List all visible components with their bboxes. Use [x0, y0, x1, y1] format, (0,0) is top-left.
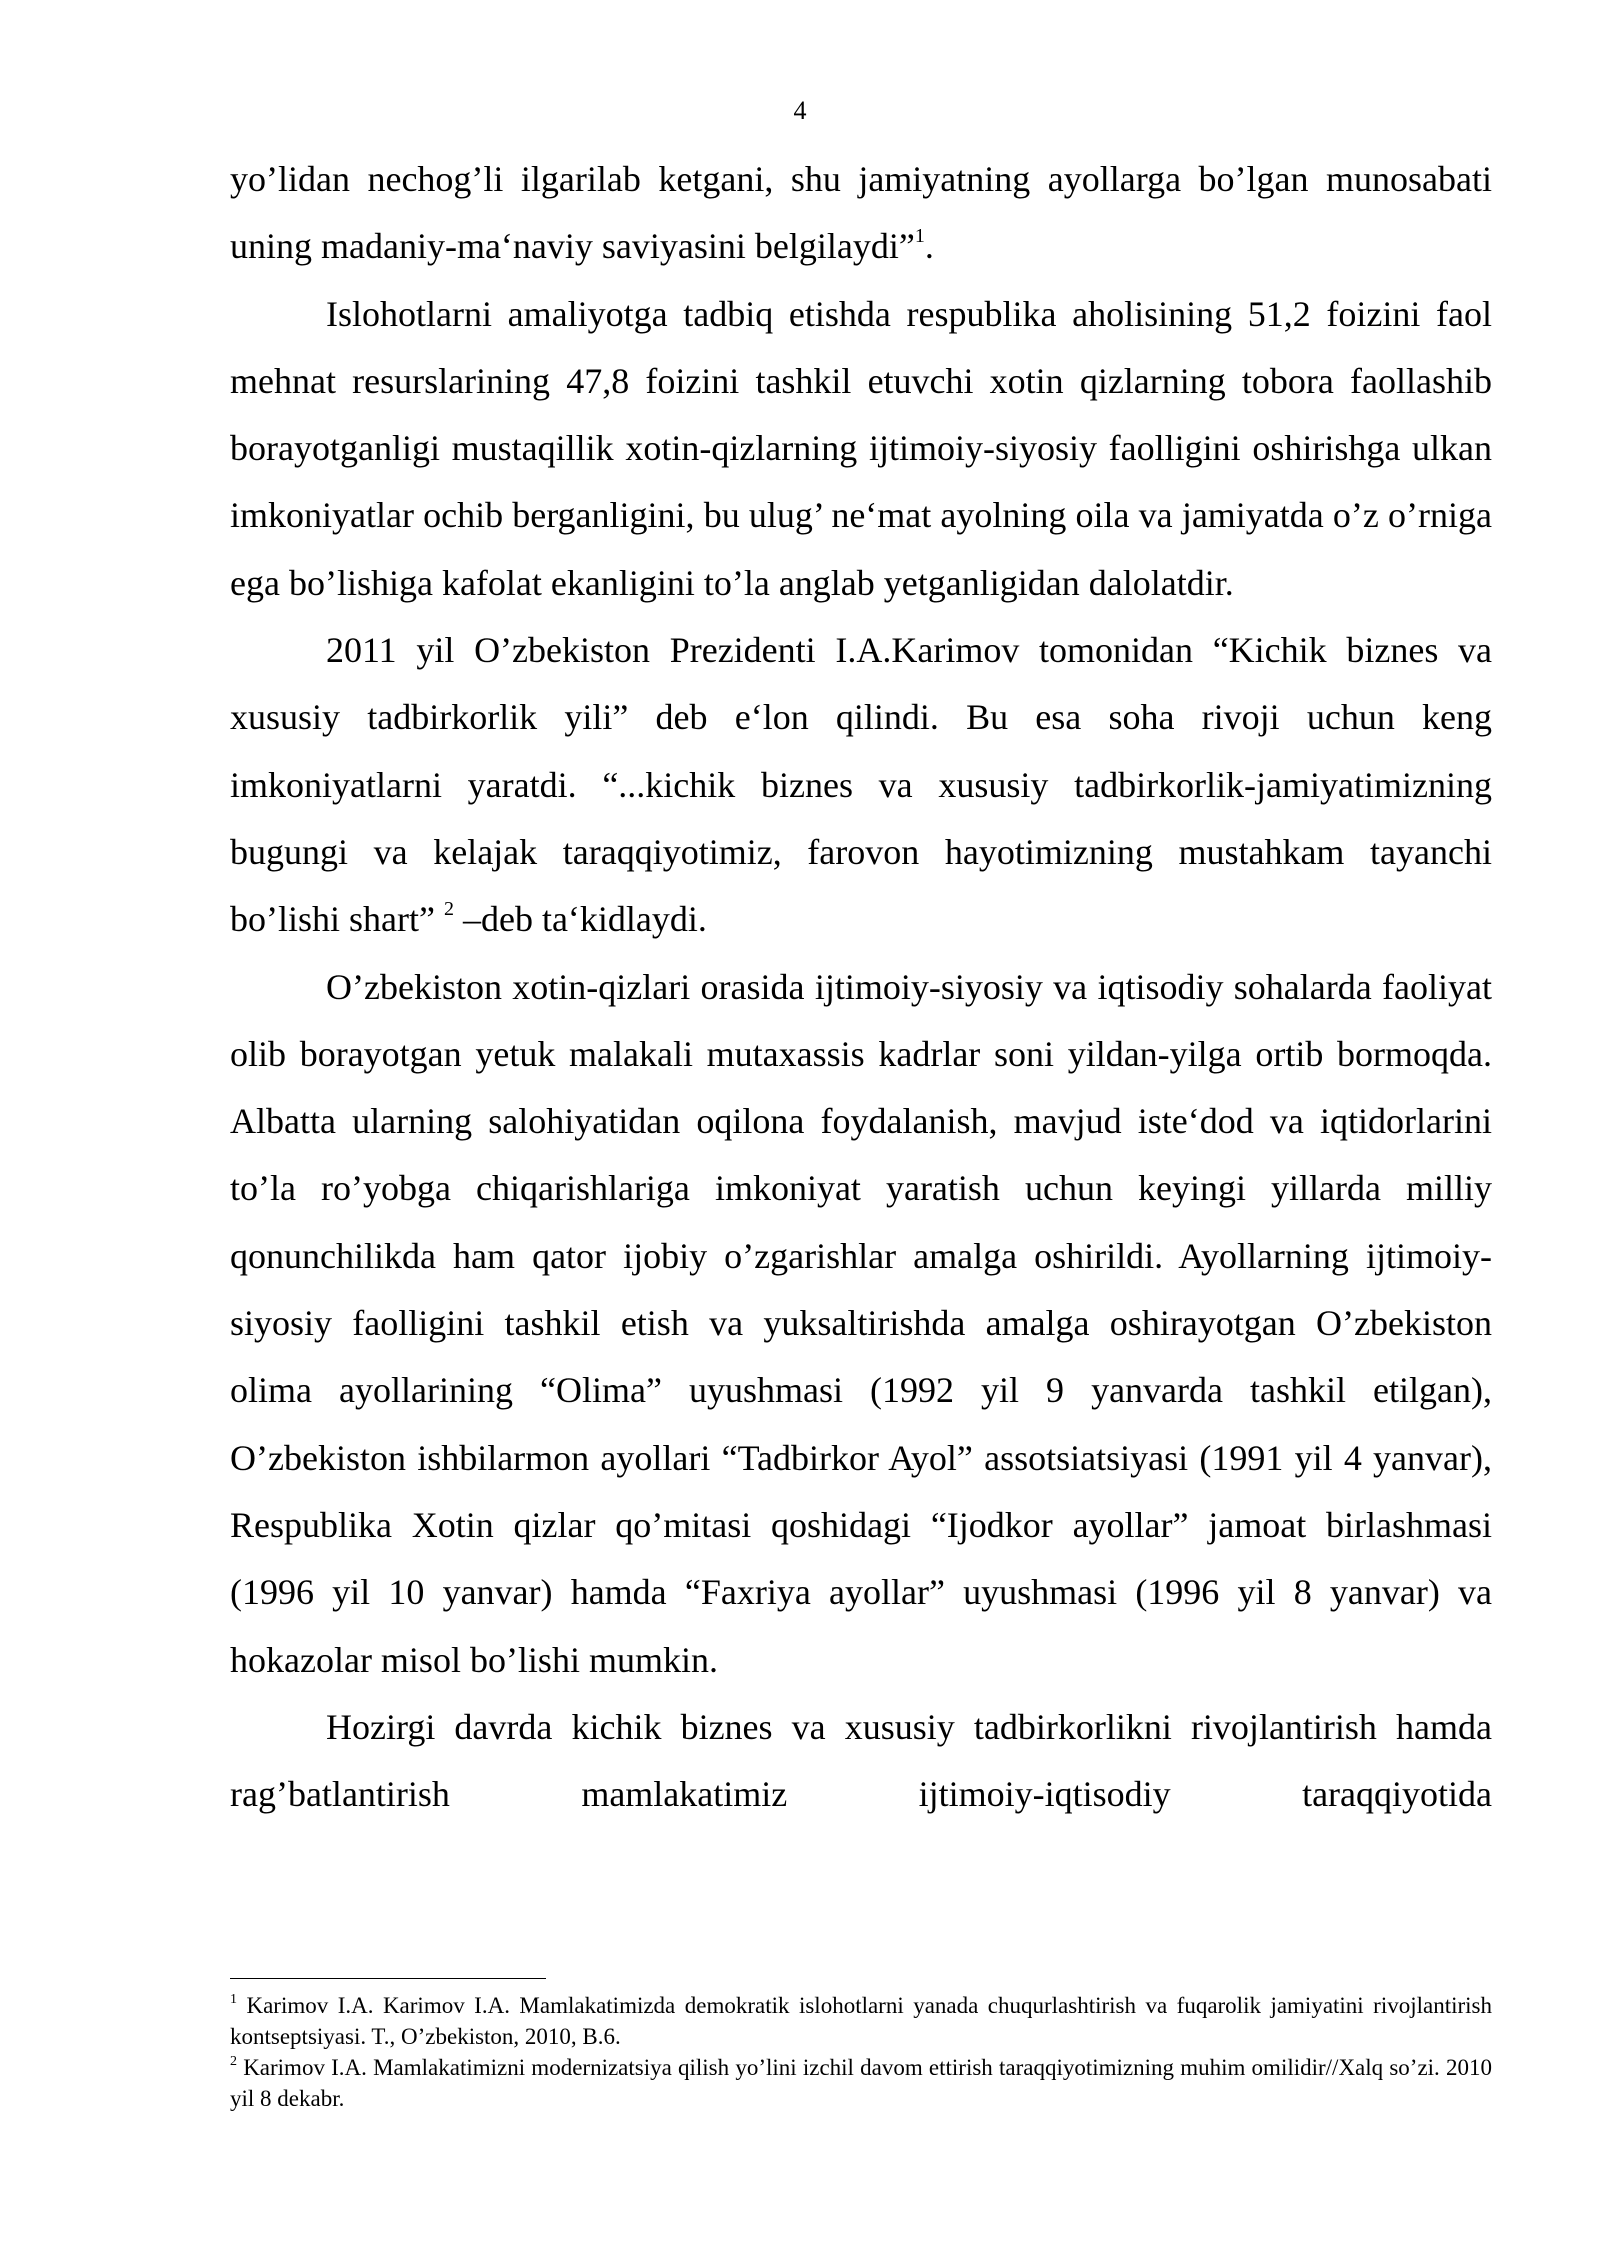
- footnote-separator: [230, 1978, 546, 1979]
- footnote: [230, 1990, 1492, 2052]
- paragraph: Hozirgi davrda kichik biznes va xususiy tadbirkorlikni rivojlantirish hamda rag’batlantirish mamlakatimiz ijtimoiy-iqtisodiy taraqqiyotida: [230, 1706, 1492, 1815]
- paragraph-continuation: [230, 146, 1492, 281]
- footnote: [230, 2052, 1492, 2114]
- paragraph-text: yo’lidan nechog’li ilgarilab ketgani, shu jamiyatning ayollarga bo’lgan munosabati uning madaniy-ma‘naviy saviyasini belgilaydi”: [230, 159, 1492, 267]
- footnote-text: Karimov I.A. Mamlakatimizni modernizatsiya qilish yo’lini izchil davom ettirish taraqqiyotimizning muhim omilidir//Xalq so’zi. 2010 yil 8 dekabr.: [230, 2055, 1492, 2111]
- footnote-reference: 2: [443, 898, 454, 921]
- footnote-number: 1: [230, 1992, 237, 2007]
- footnote-number: 2: [230, 2054, 237, 2069]
- paragraph: [230, 617, 1492, 953]
- paragraph: O’zbekiston xotin-qizlari orasida ijtimoiy-siyosiy va iqtisodiy sohalarda faoliyat olib borayotgan yetuk malakali mutaxassis kadrlar soni yildan-yilga ortib bormoqda. Albatta ularning salohiyatidan oqilona foydalanish, mavjud iste‘dod va iqtidorlarini to’la ro’yobga chiqarishlariga imkoniyat yaratish uchun keyingi yillarda milliy qonunchilikda ham qator ijobiy o’zgarishlar amalga oshirildi. Ayollarning ijtimoiy-siyosiy faolligini tashkil etish va yuksaltirishda amalga oshirayotgan O’zbekiston olima ayollarining “Olima” uyushmasi (1992 yil 9 yanvarda tashkil etilgan), O’zbekiston ishbilarmon ayollari “Tadbirkor Ayol” assotsiatsiyasi (1991 yil 4 yanvar), Respublika Xotin qizlar qo’mitasi qoshidagi “Ijodkor ayollar” jamoat birlashmasi (1996 yil 10 yanvar) hamda “Faxriya ayollar” uyushmasi (1996 yil 8 yanvar) va hokazolar misol bo’lishi mumkin.: [230, 966, 1492, 1680]
- paragraph-text-tail: .: [924, 226, 934, 267]
- footnote-text: Karimov I.A. Karimov I.A. Mamlakatimizda demokratik islohotlarni yanada chuqurlashtirish va fuqarolik jamiyatini rivojlantirish kontseptsiyasi. T., O’zbekiston, 2010, B.6.: [230, 1993, 1492, 2049]
- paragraph: Islohotlarni amaliyotga tadbiq etishda respublika aholisining 51,2 foizini faol mehnat resurslarining 47,8 foizini tashkil etuvchi xotin qizlarning tobora faollashib borayotganligi mustaqillik xotin-qizlarning ijtimoiy-siyosiy faolligini oshirishga ulkan imkoniyatlar ochib berganligini, bu ulug’ ne‘mat ayolning oila va jamiyatda o’z o’rniga ega bo’lishiga kafolat ekanligini to’la anglab yetganligidan dalolatdir.: [230, 293, 1492, 603]
- page-number: 4: [793, 96, 807, 125]
- footnote-reference: 1: [914, 225, 925, 248]
- footnotes: [230, 1990, 1492, 2114]
- paragraph-text-tail: –deb ta‘kidlaydi.: [453, 899, 707, 940]
- document-body: [230, 146, 1492, 1828]
- paragraph-text: 2011 yil O’zbekiston Prezidenti I.A.Karimov tomonidan “Kichik biznes va xususiy tadbirkorlik yili” deb e‘lon qilindi. Bu esa soha rivoji uchun keng imkoniyatlarni yaratdi. “...kichik biznes va xususiy tadbirkorlik-jamiyatimizning bugungi va kelajak taraqqiyotimiz, farovon hayotimizning mustahkam tayanchi bo’lishi shart”: [230, 630, 1492, 940]
